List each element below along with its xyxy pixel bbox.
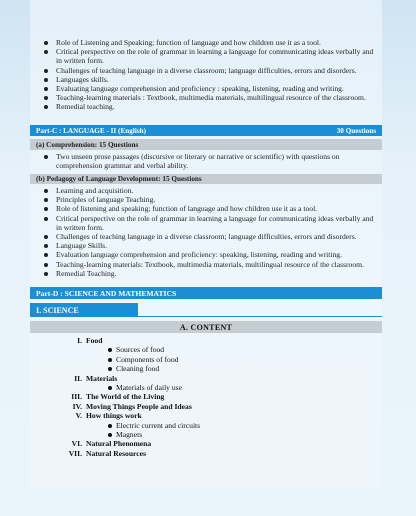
outline-subitem: Materials of daily use [116,382,183,392]
bullet-icon [108,433,112,437]
part-d-header [30,287,382,299]
bullet-icon [108,348,112,352]
outline-number: VI. [71,439,82,449]
list-item: Learning and acquisition. [30,186,382,195]
list-item: Two unseen prose passages (discursive or literary or narrative or scientific) with questions on comprehension grammar and verbal ability. [30,152,382,170]
outline-number: I. [77,336,82,345]
outline-row [30,449,382,458]
outline-subrow [30,345,382,354]
science-section-title: I. SCIENCE [36,305,79,315]
content-heading [30,321,382,333]
outline-row [30,402,382,411]
outline-subrow [30,355,382,364]
outline-title: Natural Resources [86,448,146,458]
list-item: Remedial Teaching. [30,269,382,278]
outline-number: II. [74,373,82,383]
outline-row [30,374,382,383]
list-item: Role of Listening and Speaking; function of language and how children use it as a tool. [30,38,382,47]
outline-number: V. [75,411,82,421]
bullet-icon [108,358,112,362]
comprehension-heading [30,139,382,150]
list-item: Remedial teaching. [30,102,382,111]
outline-title: How things work [86,411,142,421]
comprehension-list [30,152,382,170]
outline-subrow [30,383,382,392]
outline-row [30,336,382,345]
pedagogy-heading [30,174,382,184]
content-heading-text: A. CONTENT [179,322,233,332]
part-b-bullet-list [30,38,382,112]
list-item: Critical perspective on the role of grammar in learning a language for communicating ideas verbally and in written form. [30,47,382,65]
outline-title: Moving Things People and Ideas [86,401,192,411]
outline-subrow [30,430,382,439]
outline-subitem: Electric current and circuits [116,420,201,430]
pedagogy-heading-text: (b) Pedagogy of Language Development: 15 Questions [36,175,202,183]
bullet-icon [108,424,112,428]
outline-row [30,392,382,401]
outline-title: The World of the Living [86,392,165,402]
list-item: Teaching-learning materials : Textbook, multimedia materials, multilingual resource of the classroom. [30,93,382,102]
outline-subitem: Components of food [116,354,179,364]
outline-subitem: Magnets [116,429,143,439]
part-c-header [30,125,382,136]
bullet-icon [108,367,112,371]
outline-subrow [30,364,382,373]
list-item: Languages skills. [30,75,382,84]
outline-subrow [30,421,382,430]
comprehension-heading-text: (a) Comprehension: 15 Questions [36,140,139,149]
outline-number: VII. [68,448,82,458]
outline-subitem: Sources of food [116,345,165,355]
list-item: Role of listening and speaking; function of language and how children use it as a tool. [30,204,382,213]
list-item: Evaluation language comprehension and proficiency: speaking, listening, reading and writing. [30,250,382,259]
list-item: Critical perspective on the role of grammar in learning a language for communicating ideas verbally and in written form. [30,214,382,232]
pedagogy-list [30,186,382,278]
outline-number: III. [71,392,82,402]
outline-row [30,411,382,420]
outline-row [30,439,382,448]
list-item: Challenges of teaching language in a diverse classroom; language difficulties, errors and disorders. [30,66,382,75]
science-section-tab [30,303,138,317]
part-d-title: Part-D : SCIENCE AND MATHEMATICS [36,288,177,298]
part-c-question-count: 30 Questions [336,126,376,135]
part-c-title: Part-C : LANGUAGE - II (English) [36,126,147,135]
list-item: Language Skills. [30,241,382,250]
outline-number: IV. [72,401,82,411]
outline-subitem: Cleaning food [116,364,160,374]
science-rule [30,316,382,317]
science-content-outline [30,336,382,458]
list-item: Teaching-learning materials: Textbook, multimedia materials, multilingual resource of the classroom. [30,260,382,269]
bullet-icon [108,386,112,390]
list-item: Principles of language Teaching. [30,195,382,204]
list-item: Evaluating language comprehension and proficiency : speaking, listening, reading and writing. [30,84,382,93]
outline-title: Natural Phenomena [86,439,152,449]
outline-title: Food [86,336,103,345]
outline-title: Materials [86,373,118,383]
list-item: Challenges of teaching language in a diverse classroom; language difficulties, errors and disorders. [30,232,382,241]
